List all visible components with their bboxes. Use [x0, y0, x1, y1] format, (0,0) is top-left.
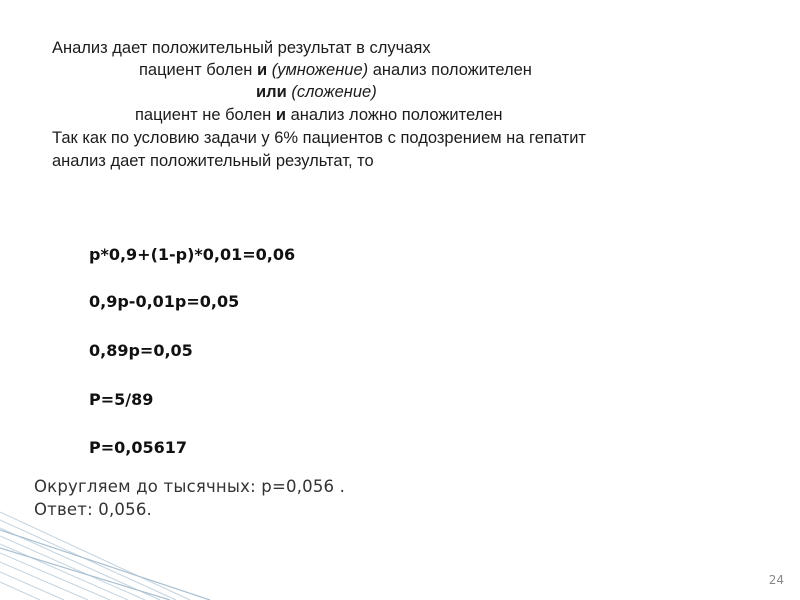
page-number: 24	[768, 573, 784, 587]
equation-4: P=5/89	[89, 390, 154, 409]
answer-line: Ответ: 0,056.	[34, 500, 152, 519]
intro-line-4: пациент не болен и анализ ложно положителен	[135, 106, 503, 124]
intro-line-2: пациент болен и (умножение) анализ положителен	[139, 61, 532, 79]
intro-line-1: Анализ дает положительный результат в случаях	[52, 39, 431, 57]
equation-5: P=0,05617	[89, 438, 188, 457]
equation-1: p*0,9+(1-p)*0,01=0,06	[89, 245, 296, 264]
intro-line-3: или (сложение)	[256, 83, 377, 101]
equation-2: 0,9p-0,01p=0,05	[89, 292, 240, 311]
equation-3: 0,89p=0,05	[89, 341, 193, 360]
intro-line-6: анализ дает положительный результат, то	[52, 152, 374, 170]
rounding-note: Округляем до тысячных: р=0,056 .	[34, 477, 346, 496]
intro-line-5: Так как по условию задачи у 6% пациентов с подозрением на гепатит	[52, 129, 586, 147]
